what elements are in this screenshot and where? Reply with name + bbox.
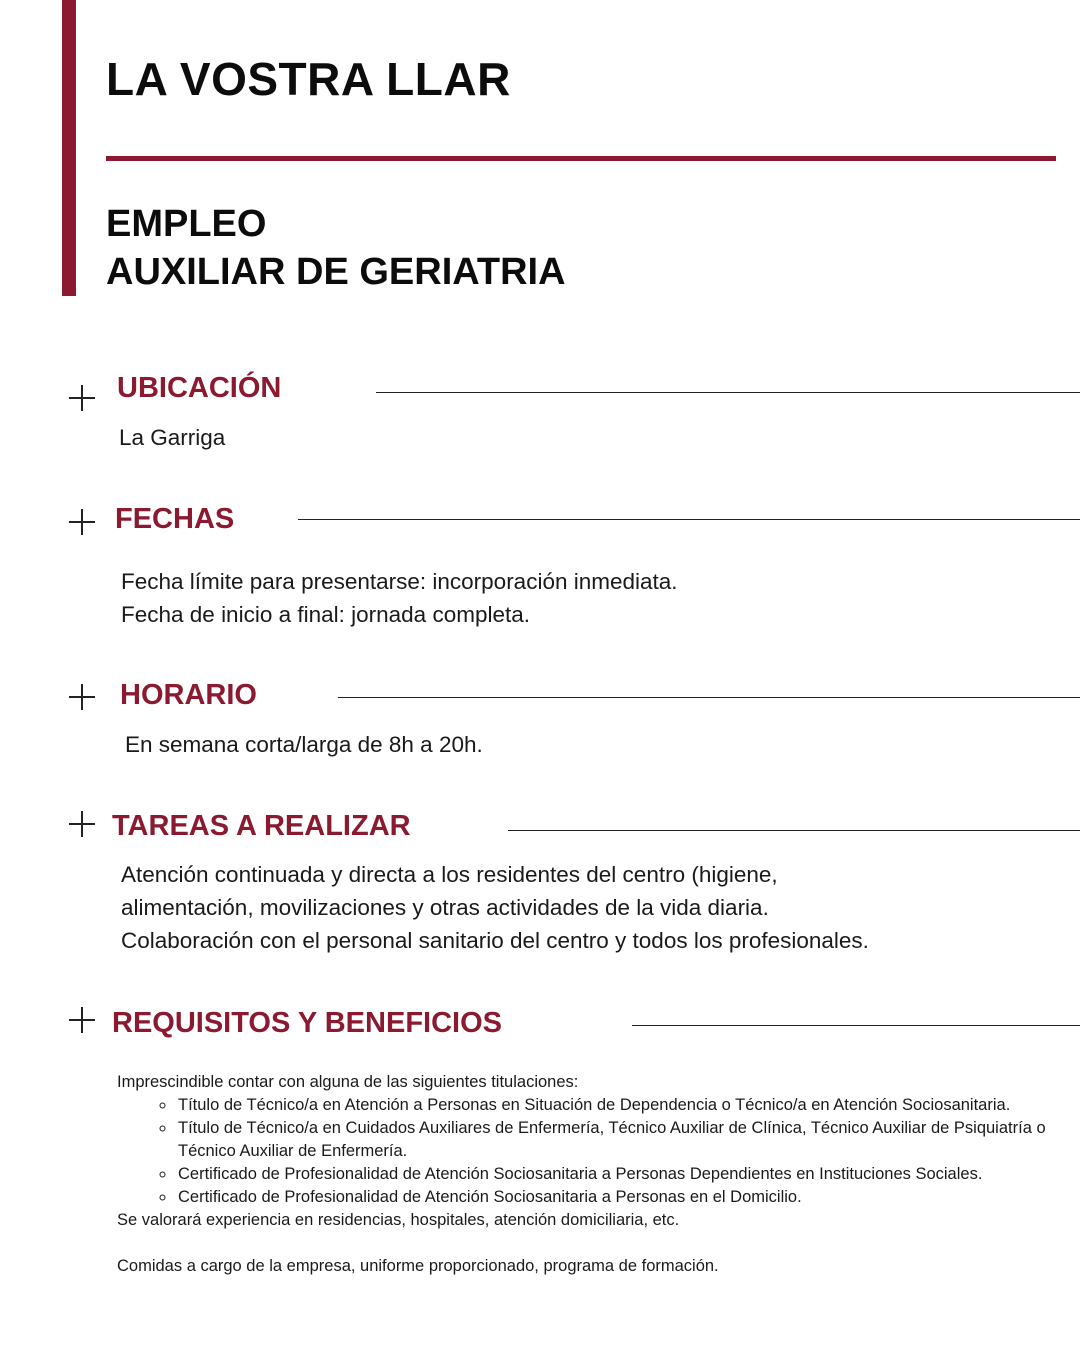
section-title-tareas: TAREAS A REALIZAR [112, 810, 411, 842]
horario-text: En semana corta/larga de 8h a 20h. [125, 732, 483, 757]
section-title-fechas: FECHAS [115, 503, 235, 535]
plus-icon [69, 509, 95, 535]
plus-icon [69, 1007, 95, 1033]
section-title-horario: HORARIO [120, 679, 257, 711]
section-divider [338, 697, 1080, 698]
brand-title: LA VOSTRA LLAR [106, 53, 511, 105]
fechas-line: Fecha de inicio a final: jornada completa. [121, 602, 530, 627]
section-divider [376, 392, 1080, 393]
job-title-line1: EMPLEO [106, 203, 267, 245]
requisitos-experience: Se valorará experiencia en residencias, hospitales, atención domiciliaria, etc. [117, 1211, 680, 1229]
list-item: ◦ Certificado de Profesionalidad de Atención Sociosanitaria a Personas en el Domicilio. [176, 1186, 1067, 1209]
section-divider [632, 1025, 1080, 1026]
requisitos-benefits: Comidas a cargo de la empresa, uniforme proporcionado, programa de formación. [117, 1257, 719, 1275]
job-title [106, 200, 566, 296]
fechas-line: Fecha límite para presentarse: incorporación inmediata. [121, 569, 678, 594]
job-title-line2: AUXILIAR DE GERIATRIA [106, 251, 566, 293]
list-item: ◦ Certificado de Profesionalidad de Atención Sociosanitaria a Personas Dependientes en Instituciones Sociales. [176, 1163, 1067, 1186]
requisitos-list [117, 1094, 1067, 1209]
plus-icon [69, 811, 95, 837]
section-divider [298, 519, 1080, 520]
list-item: ◦ Título de Técnico/a en Cuidados Auxiliares de Enfermería, Técnico Auxiliar de Clínica, Técnico Auxiliar de Psiquiatría o Técnico Auxiliar de Enfermería. [176, 1117, 1067, 1163]
requisitos-intro: Imprescindible contar con alguna de las siguientes titulaciones: [117, 1073, 579, 1091]
tareas-line: Colaboración con el personal sanitario del centro y todos los profesionales. [121, 928, 869, 953]
tareas-line: Atención continuada y directa a los residentes del centro (higiene, [121, 862, 778, 887]
plus-icon [69, 385, 95, 411]
section-divider [508, 830, 1080, 831]
tareas-line: alimentación, movilizaciones y otras actividades de la vida diaria. [121, 895, 769, 920]
accent-bar [62, 0, 76, 296]
plus-icon [69, 684, 95, 710]
ubicacion-text: La Garriga [119, 425, 226, 450]
requisitos-body [117, 1071, 1067, 1278]
header-divider [106, 156, 1056, 161]
spacer [117, 1232, 1067, 1255]
list-item: ◦ Título de Técnico/a en Atención a Personas en Situación de Dependencia o Técnico/a en Atención Sociosanitaria. [176, 1094, 1067, 1117]
section-title-requisitos: REQUISITOS Y BENEFICIOS [112, 1007, 502, 1039]
section-title-ubicacion: UBICACIÓN [117, 372, 282, 404]
